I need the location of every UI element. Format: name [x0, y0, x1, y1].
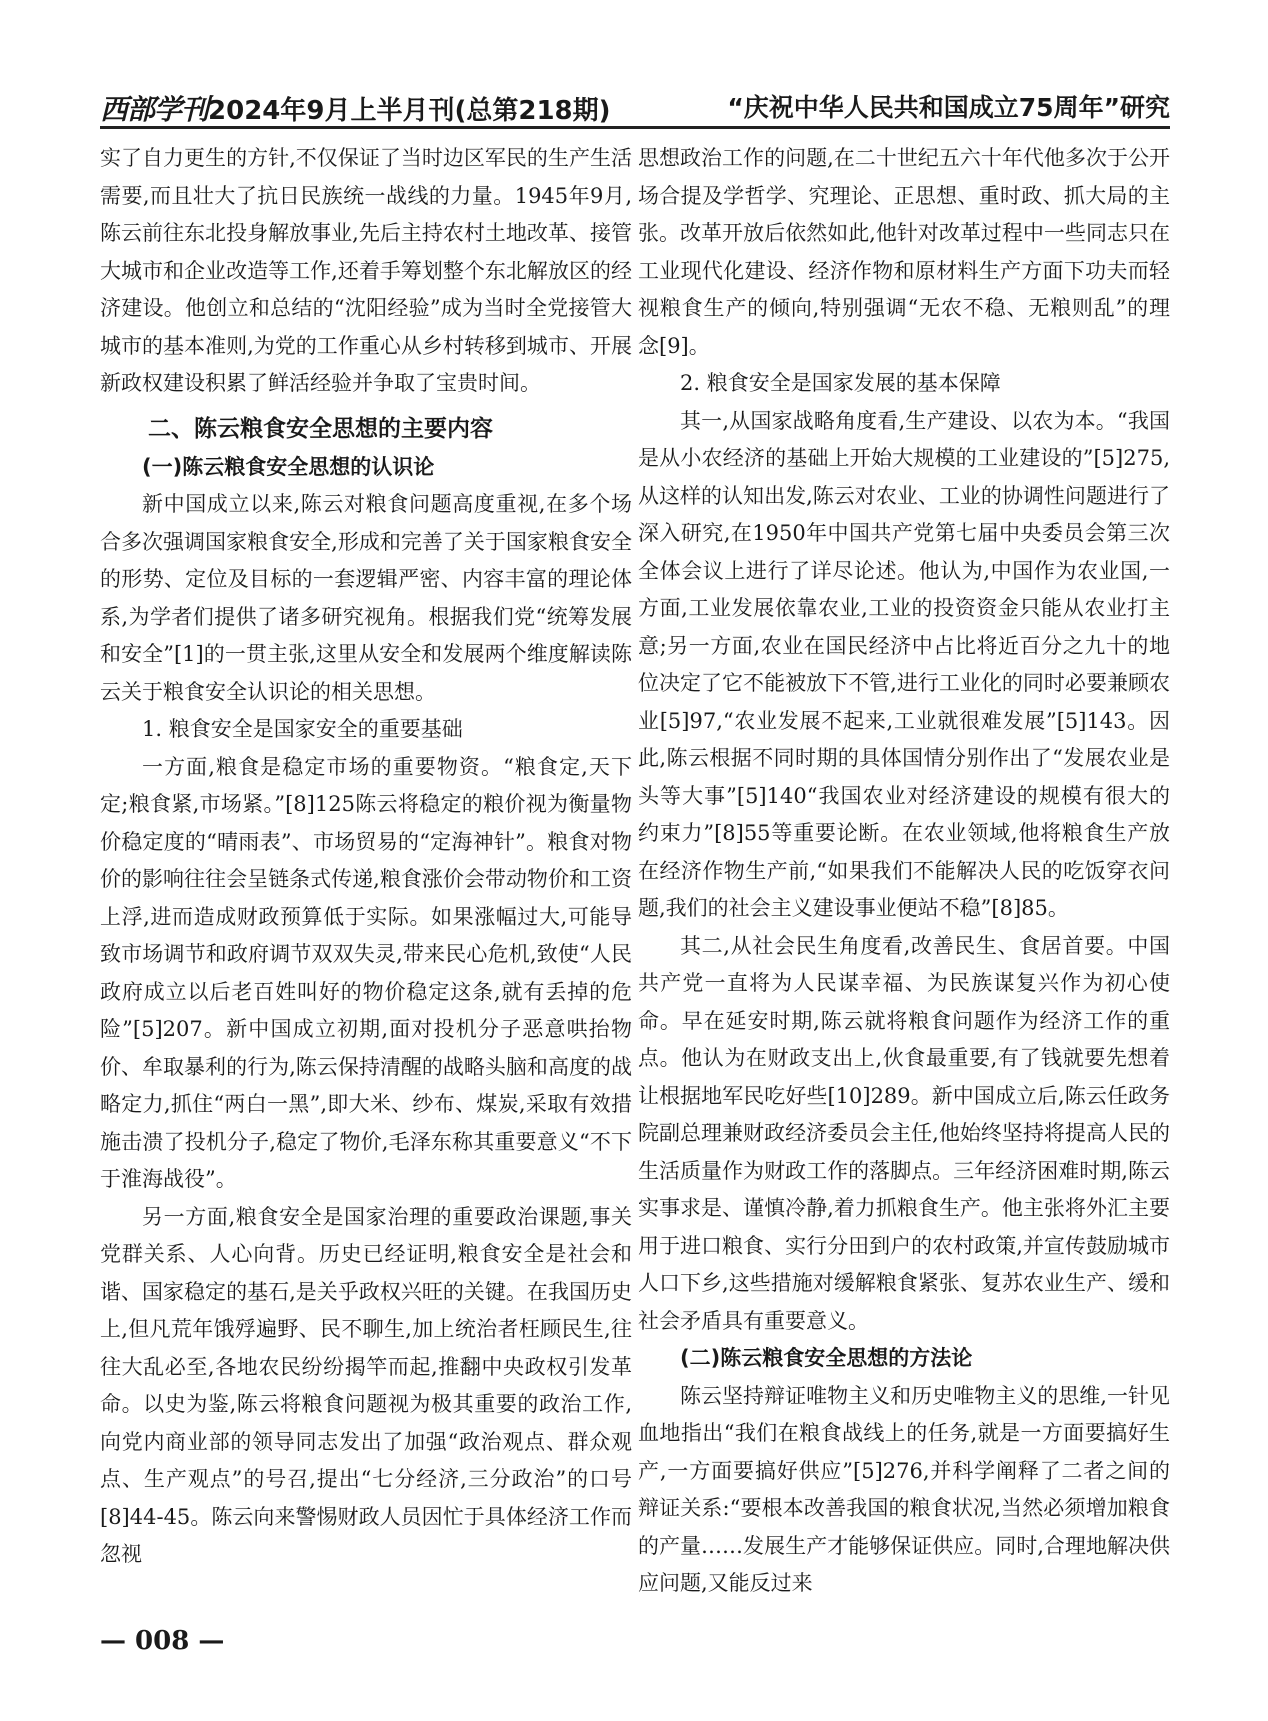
section-heading: 二、陈云粮食安全思想的主要内容 — [148, 415, 493, 442]
running-header — [100, 82, 1170, 129]
journal-logo: 西部学刊 — [100, 93, 209, 126]
right-column — [638, 140, 1170, 1603]
paragraph: 思想政治工作的问题,在二十世纪五六十年代他多次于公开场合提及学哲学、究理论、正思想、重时政、抓大局的主张。改革开放后依然如此,他针对改革过程中一些同志只在工业现代化建设、经济作物和原材料生产方面下功夫而轻视粮食生产的倾向,特别强调“无农不稳、无粮则乱”的理念[9]。 — [638, 146, 1170, 358]
subsection-heading: (二)陈云粮食安全思想的方法论 — [680, 1346, 973, 1370]
subsection-heading: (一)陈云粮食安全思想的认识论 — [142, 454, 435, 479]
paragraph: 另一方面,粮食安全是国家治理的重要政治课题,事关党群关系、人心向背。历史已经证明,粮食安全是社会和谐、国家稳定的基石,是关乎政权兴旺的关键。在我国历史上,但凡荒年饿殍遍野、民不聊生,加上统治者枉顾民生,往往大乱必至,各地农民纷纷揭竿而起,推翻中央政权引发革命。以史为鉴,陈云将粮食问题视为极其重要的政治工作,向党内商业部的领导同志发出了加强“政治观点、群众观点、生产观点”的号召,提出“七分经济,三分政治”的口号[8]44-45。陈云向来警惕财政人员因忙于具体经济工作而忽视 — [100, 1204, 632, 1566]
paragraph: 陈云坚持辩证唯物主义和历史唯物主义的思维,一针见血地指出“我们在粮食战线上的任务,就是一方面要搞好生产,一方面要搞好供应”[5]276,并科学阐释了二者之间的辩证关系:“要根本改善我国的粮食状况,当然必须增加粮食的产量……发展生产才能够保证供应。同时,合理地解决供应问题,又能反过来 — [638, 1383, 1170, 1595]
point-heading: 2. 粮食安全是国家发展的基本保障 — [680, 371, 1001, 395]
left-column — [100, 140, 632, 1574]
header-issue — [100, 88, 611, 128]
paragraph: 新中国成立以来,陈云对粮食问题高度重视,在多个场合多次强调国家粮食安全,形成和完善了关于国家粮食安全的形势、定位及目标的一套逻辑严密、内容丰富的理论体系,为学者们提供了诸多研究视角。根据我们党“统筹发展和安全”[1]的一贯主张,这里从安全和发展两个维度解读陈云关于粮食安全认识论的相关思想。 — [100, 492, 632, 704]
paragraph: 其二,从社会民生角度看,改善民生、食居首要。中国共产党一直将为人民谋幸福、为民族谋复兴作为初心使命。早在延安时期,陈云就将粮食问题作为经济工作的重点。他认为在财政支出上,伙食最重要,有了钱就要先想着让根据地军民吃好些[10]289。新中国成立后,陈云任政务院副总理兼财政经济委员会主任,他始终坚持将提高人民的生活质量作为财政工作的落脚点。三年经济困难时期,陈云实事求是、谨慎冷静,着力抓粮食生产。他主张将外汇主要用于进口粮食、实行分田到户的农村政策,并宣传鼓励城市人口下乡,这些措施对缓解粮食紧张、复苏农业生产、缓和社会矛盾具有重要意义。 — [638, 933, 1170, 1333]
paragraph: 一方面,粮食是稳定市场的重要物资。“粮食定,天下定;粮食紧,市场紧。”[8]125陈云将稳定的粮价视为衡量物价稳定度的“晴雨表”、市场贸易的“定海神针”。粮食对物价的影响往往会呈链条式传递,粮食涨价会带动物价和工资上浮,进而造成财政预算低于实际。如果涨幅过大,可能导致市场调节和政府调节双双失灵,带来民心危机,致使“人民政府成立以后老百姓叫好的物价稳定这条,就有丢掉的危险”[5]207。新中国成立初期,面对投机分子恶意哄抬物价、牟取暴利的行为,陈云保持清醒的战略头脑和高度的战略定力,抓住“两白一黑”,即大米、纱布、煤炭,采取有效措施击溃了投机分子,稳定了物价,毛泽东称其重要意义“不下于淮海战役”。 — [100, 754, 632, 1191]
header-section: “庆祝中华人民共和国成立75周年”研究 — [727, 93, 1170, 122]
paragraph: 实了自力更生的方针,不仅保证了当时边区军民的生产生活需要,而且壮大了抗日民族统一战线的力量。1945年9月,陈云前往东北投身解放事业,先后主持农村土地改革、接管大城市和企业改造等工作,还着手筹划整个东北解放区的经济建设。他创立和总结的“沈阳经验”成为当时全党接管大城市的基本准则,为党的工作重心从乡村转移到城市、开展新政权建设积累了鲜活经验并争取了宝贵时间。 — [100, 146, 632, 395]
point-heading: 1. 粮食安全是国家安全的重要基础 — [142, 717, 463, 741]
paragraph: 其一,从国家战略角度看,生产建设、以农为本。“我国是从小农经济的基础上开始大规模的工业建设的”[5]275,从这样的认知出发,陈云对农业、工业的协调性问题进行了深入研究,在1950年中国共产党第七届中央委员会第三次全体会议上进行了详尽论述。他认为,中国作为农业国,一方面,工业发展依靠农业,工业的投资资金只能从农业打主意;另一方面,农业在国民经济中占比将近百分之九十的地位决定了它不能被放下不管,进行工业化的同时必要兼顾农业[5]97,“农业发展不起来,工业就很难发展”[5]143。因此,陈云根据不同时期的具体国情分别作出了“发展农业是头等大事”[5]140“我国农业对经济建设的规模有很大的约束力”[8]55等重要论断。在农业领域,他将粮食生产放在经济作物生产前,“如果我们不能解决人民的吃饭穿衣问题,我们的社会主义建设事业便站不稳”[8]85。 — [638, 408, 1170, 920]
page-number: — 008 — — [100, 1626, 225, 1656]
issue-info: 2024年9月上半月刊(总第218期) — [208, 96, 611, 126]
